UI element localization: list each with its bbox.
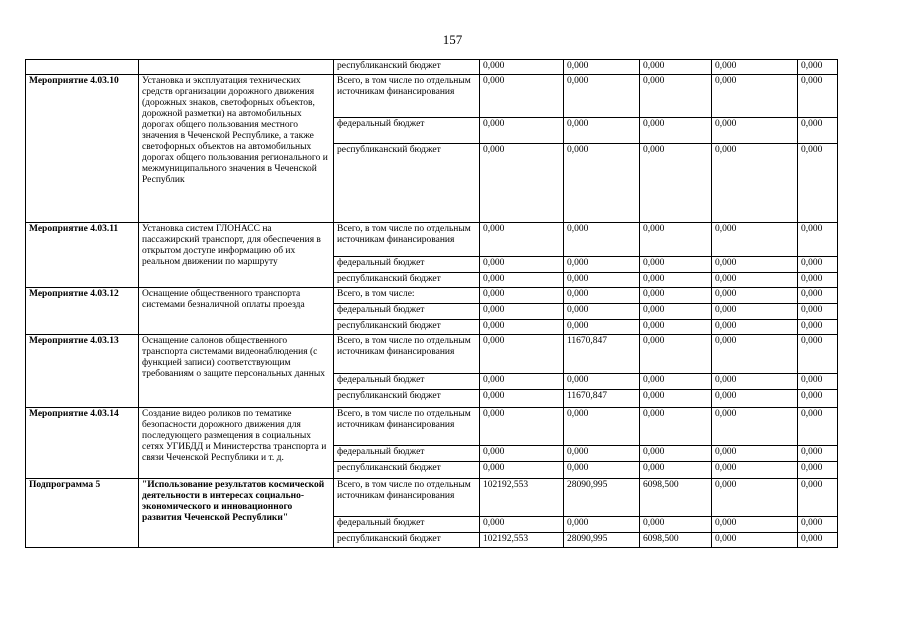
value-cell: 6098,500 (640, 533, 712, 548)
value-cell: 0,000 (480, 273, 564, 288)
value-cell: 0,000 (640, 273, 712, 288)
value-cell: 0,000 (798, 446, 838, 462)
value-cell: 0,000 (640, 446, 712, 462)
value-cell: 0,000 (712, 335, 798, 374)
value-cell: 0,000 (712, 288, 798, 304)
value-cell: 0,000 (564, 75, 640, 118)
value-cell: 0,000 (640, 320, 712, 335)
value-cell: 0,000 (480, 446, 564, 462)
table-row (26, 408, 838, 446)
event-code: Мероприятие 4.03.10 (26, 75, 139, 223)
source-cell: федеральный бюджет (334, 304, 480, 320)
value-cell: 0,000 (564, 304, 640, 320)
value-cell: 0,000 (480, 288, 564, 304)
value-cell: 102192,553 (480, 479, 564, 517)
code-cell (26, 60, 139, 75)
value-cell: 0,000 (798, 533, 838, 548)
value-cell: 0,000 (564, 223, 640, 257)
value-cell: 0,000 (640, 288, 712, 304)
value-cell: 0,000 (480, 144, 564, 223)
table-row (26, 60, 838, 75)
source-cell: республиканский бюджет (334, 273, 480, 288)
source-cell: Всего, в том числе по отдельным источникам финансирования (334, 479, 480, 517)
value-cell: 0,000 (798, 273, 838, 288)
event-title: Оснащение общественного транспорта системами безналичной оплаты проезда (139, 288, 334, 335)
value-cell: 0,000 (798, 257, 838, 273)
source-cell: республиканский бюджет (334, 60, 480, 75)
value-cell: 0,000 (564, 446, 640, 462)
value-cell: 0,000 (798, 304, 838, 320)
value-cell: 0,000 (712, 446, 798, 462)
value-cell: 0,000 (564, 60, 640, 75)
source-cell: Всего, в том числе: (334, 288, 480, 304)
value-cell: 28090,995 (564, 479, 640, 517)
value-cell: 0,000 (640, 75, 712, 118)
value-cell: 0,000 (480, 257, 564, 273)
value-cell: 0,000 (480, 304, 564, 320)
source-cell: республиканский бюджет (334, 390, 480, 408)
value-cell: 0,000 (798, 479, 838, 517)
value-cell: 11670,847 (564, 390, 640, 408)
value-cell: 0,000 (798, 462, 838, 479)
event-code: Подпрограмма 5 (26, 479, 139, 548)
page-number: 157 (442, 32, 463, 47)
value-cell: 0,000 (798, 144, 838, 223)
event-code: Мероприятие 4.03.14 (26, 408, 139, 479)
value-cell: 0,000 (480, 517, 564, 533)
value-cell: 0,000 (798, 75, 838, 118)
source-cell: республиканский бюджет (334, 320, 480, 335)
event-title: "Использование результатов космической деятельности в интересах социально-экономического и инновационного развития Чеченской Республики" (139, 479, 334, 548)
value-cell: 0,000 (798, 517, 838, 533)
value-cell: 0,000 (712, 374, 798, 390)
value-cell: 0,000 (712, 479, 798, 517)
value-cell: 0,000 (564, 257, 640, 273)
value-cell: 0,000 (480, 335, 564, 374)
value-cell: 0,000 (640, 374, 712, 390)
value-cell: 0,000 (564, 320, 640, 335)
source-cell: Всего, в том числе по отдельным источникам финансирования (334, 408, 480, 446)
value-cell: 0,000 (564, 408, 640, 446)
value-cell: 0,000 (480, 223, 564, 257)
value-cell: 0,000 (480, 462, 564, 479)
value-cell: 0,000 (798, 60, 838, 75)
event-title: Установка систем ГЛОНАСС на пассажирский транспорт, для обеспечения в открытом доступе информацию об их реальном движении по маршруту (139, 223, 334, 288)
value-cell: 0,000 (564, 118, 640, 144)
value-cell: 0,000 (712, 75, 798, 118)
value-cell: 0,000 (640, 118, 712, 144)
source-cell: Всего, в том числе по отдельным источникам финансирования (334, 223, 480, 257)
value-cell: 0,000 (798, 335, 838, 374)
event-title: Установка и эксплуатация технических средств организации дорожного движения (дорожных знаков, светофорных объектов, дорожной разметки) на автомобильных дорогах общего пользования местного значения в Чеченской Республике, а также светофорных объектов на автомобильных дорогах общего пользования регионального и межмуниципального значения в Чеченской Республик (139, 75, 334, 223)
value-cell: 0,000 (712, 517, 798, 533)
value-cell: 0,000 (712, 144, 798, 223)
source-cell: Всего, в том числе по отдельным источникам финансирования (334, 75, 480, 118)
value-cell: 0,000 (480, 320, 564, 335)
value-cell: 0,000 (564, 144, 640, 223)
value-cell: 0,000 (798, 374, 838, 390)
value-cell: 102192,553 (480, 533, 564, 548)
value-cell: 0,000 (640, 517, 712, 533)
value-cell: 0,000 (640, 462, 712, 479)
table-row (26, 75, 838, 118)
value-cell: 0,000 (640, 60, 712, 75)
value-cell: 0,000 (640, 408, 712, 446)
table-row (26, 288, 838, 304)
value-cell: 0,000 (564, 517, 640, 533)
source-cell: республиканский бюджет (334, 462, 480, 479)
event-title: Создание видео роликов по тематике безопасности дорожного движения для последующего размещения в социальных сетях УГИБДД и Министерства транспорта и связи Чеченской Республики и т. д. (139, 408, 334, 479)
value-cell: 11670,847 (564, 335, 640, 374)
budget-table (25, 59, 838, 548)
event-code: Мероприятие 4.03.12 (26, 288, 139, 335)
source-cell: Всего, в том числе по отдельным источникам финансирования (334, 335, 480, 374)
event-code: Мероприятие 4.03.13 (26, 335, 139, 408)
value-cell: 28090,995 (564, 533, 640, 548)
value-cell: 0,000 (798, 408, 838, 446)
value-cell: 0,000 (712, 408, 798, 446)
value-cell: 0,000 (798, 288, 838, 304)
value-cell: 0,000 (712, 257, 798, 273)
title-cell (139, 60, 334, 75)
event-title: Оснащение салонов общественного транспорта системами видеонаблюдения (с функцией записи) соответствующим требованиям о защите персональных данных (139, 335, 334, 408)
value-cell: 0,000 (564, 462, 640, 479)
value-cell: 0,000 (712, 304, 798, 320)
source-cell: федеральный бюджет (334, 118, 480, 144)
value-cell: 0,000 (640, 304, 712, 320)
value-cell: 0,000 (564, 374, 640, 390)
value-cell: 0,000 (712, 533, 798, 548)
value-cell: 0,000 (640, 390, 712, 408)
event-code: Мероприятие 4.03.11 (26, 223, 139, 288)
value-cell: 0,000 (798, 118, 838, 144)
value-cell: 0,000 (480, 75, 564, 118)
value-cell: 0,000 (798, 390, 838, 408)
source-cell: федеральный бюджет (334, 446, 480, 462)
value-cell: 0,000 (480, 408, 564, 446)
value-cell: 0,000 (640, 335, 712, 374)
value-cell: 0,000 (480, 390, 564, 408)
value-cell: 0,000 (712, 60, 798, 75)
value-cell: 0,000 (480, 60, 564, 75)
source-cell: федеральный бюджет (334, 517, 480, 533)
table-row (26, 479, 838, 517)
source-cell: республиканский бюджет (334, 144, 480, 223)
value-cell: 0,000 (712, 390, 798, 408)
value-cell: 0,000 (640, 144, 712, 223)
value-cell: 0,000 (712, 273, 798, 288)
value-cell: 0,000 (480, 374, 564, 390)
table-row (26, 223, 838, 257)
value-cell: 0,000 (798, 320, 838, 335)
source-cell: федеральный бюджет (334, 374, 480, 390)
value-cell: 0,000 (564, 288, 640, 304)
value-cell: 0,000 (712, 223, 798, 257)
value-cell: 0,000 (712, 118, 798, 144)
value-cell: 0,000 (640, 223, 712, 257)
table-row (26, 335, 838, 374)
value-cell: 0,000 (640, 257, 712, 273)
value-cell: 0,000 (798, 223, 838, 257)
value-cell: 0,000 (564, 273, 640, 288)
value-cell: 0,000 (480, 118, 564, 144)
value-cell: 0,000 (712, 462, 798, 479)
value-cell: 6098,500 (640, 479, 712, 517)
source-cell: республиканский бюджет (334, 533, 480, 548)
value-cell: 0,000 (712, 320, 798, 335)
source-cell: федеральный бюджет (334, 257, 480, 273)
